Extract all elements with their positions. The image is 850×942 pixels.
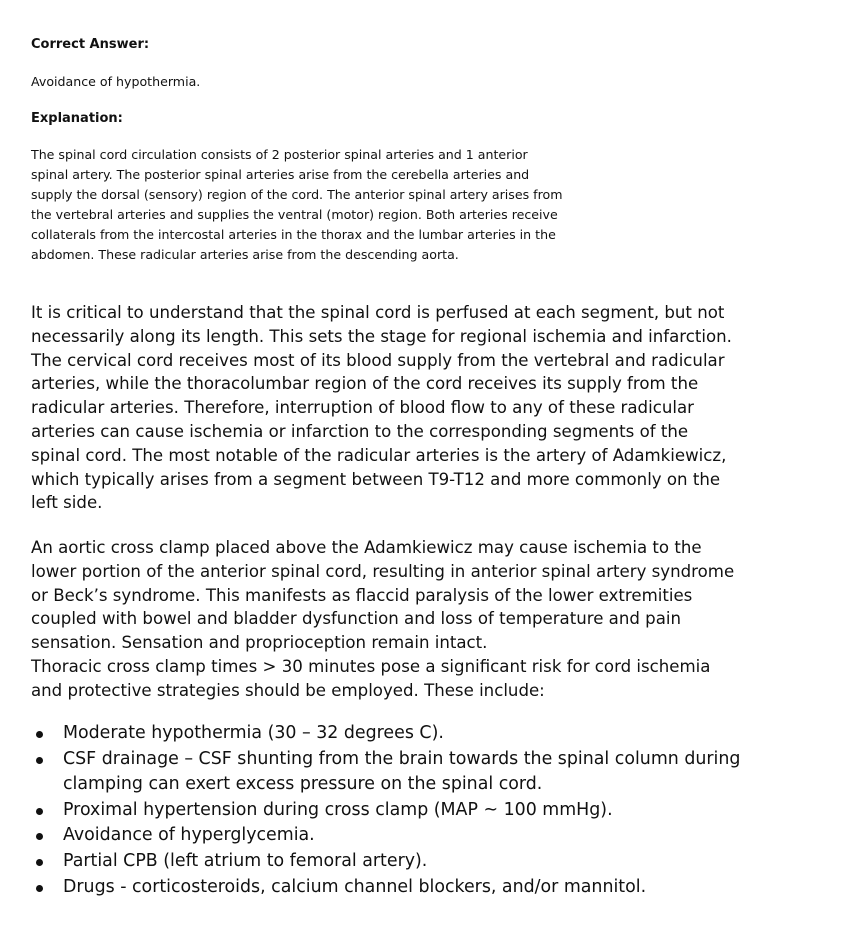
bullet-icon (36, 859, 43, 866)
correct-answer-value: Avoidance of hypothermia. (31, 74, 201, 89)
text-line: left side. (31, 493, 103, 513)
text-line: Thoracic cross clamp times > 30 minutes pose a significant risk for cord ischemia (31, 656, 711, 676)
text-line: It is critical to understand that the spinal cord is perfused at each segment, but not (31, 303, 725, 322)
text-line: The spinal cord circulation consists of 2 posterior spinal arteries and 1 anterior (31, 147, 528, 162)
list-item-text: Avoidance of hyperglycemia. (63, 825, 315, 846)
text-line: arteries can cause ischemia or infarction to the corresponding segments of the (31, 421, 689, 441)
text-line: which typically arises from a segment between T9-T12 and more commonly on the (31, 469, 721, 489)
bullet-icon (36, 731, 43, 738)
list-item-text: Drugs - corticosteroids, calcium channel blockers, and/or mannitol. (63, 876, 647, 897)
text-line: arteries, while the thoracolumbar region of the cord receives its supply from the (31, 374, 699, 394)
text-line: necessarily along its length. This sets the stage for regional ischemia and infarction. (31, 326, 732, 346)
bullet-icon (36, 885, 43, 892)
explanation-intro (31, 145, 562, 264)
text-line: coupled with bowel and bladder dysfunction and loss of temperature and pain (31, 609, 682, 629)
text-line: or Beck’s syndrome. This manifests as flaccid paralysis of the lower extremities (31, 585, 693, 605)
explanation-paragraph-2 (31, 536, 734, 703)
text-line: abdomen. These radicular arteries arise from the descending aorta. (31, 246, 459, 262)
list-item (31, 823, 740, 849)
text-line: An aortic cross clamp placed above the Adamkiewicz may cause ischemia to the (31, 538, 702, 557)
list-item-text: Proximal hypertension during cross clamp (MAP ~ 100 mmHg). (63, 799, 613, 820)
bullet-icon (36, 808, 43, 815)
list-item (31, 849, 740, 875)
bullet-icon (36, 757, 43, 764)
bullet-icon (36, 833, 43, 840)
text-line: and protective strategies should be employed. These include: (31, 680, 545, 700)
text-line: collaterals from the intercostal arteries in the thorax and the lumbar arteries in the (31, 226, 556, 242)
protective-strategies-list (31, 721, 740, 900)
text-line: lower portion of the anterior spinal cord, resulting in anterior spinal artery syndrome (31, 561, 735, 581)
list-item-text: CSF drainage – CSF shunting from the brain towards the spinal column during (63, 748, 741, 769)
list-item (31, 747, 740, 798)
explanation-heading: Explanation: (31, 111, 123, 126)
list-item-text: Partial CPB (left atrium to femoral artery). (63, 850, 428, 871)
text-line: spinal cord. The most notable of the radicular arteries is the artery of Adamkiewicz, (31, 445, 727, 465)
list-item (31, 798, 740, 824)
list-item-text: clamping can exert excess pressure on the spinal cord. (63, 774, 543, 795)
text-line: spinal artery. The posterior spinal arteries arise from the cerebella arteries and (31, 166, 530, 182)
text-line: supply the dorsal (sensory) region of the cord. The anterior spinal artery arises from (31, 186, 563, 202)
text-line: sensation. Sensation and proprioception remain intact. (31, 633, 488, 653)
text-line: The cervical cord receives most of its blood supply from the vertebral and radicular (31, 350, 725, 370)
explanation-paragraph-1 (31, 301, 732, 515)
correct-answer-heading: Correct Answer: (31, 37, 150, 52)
list-item (31, 875, 740, 901)
text-line: radicular arteries. Therefore, interruption of blood flow to any of these radicular (31, 398, 694, 418)
list-item (31, 721, 740, 747)
list-item-text: Moderate hypothermia (30 – 32 degrees C). (63, 723, 444, 743)
text-line: the vertebral arteries and supplies the ventral (motor) region. Both arteries receive (31, 206, 558, 222)
